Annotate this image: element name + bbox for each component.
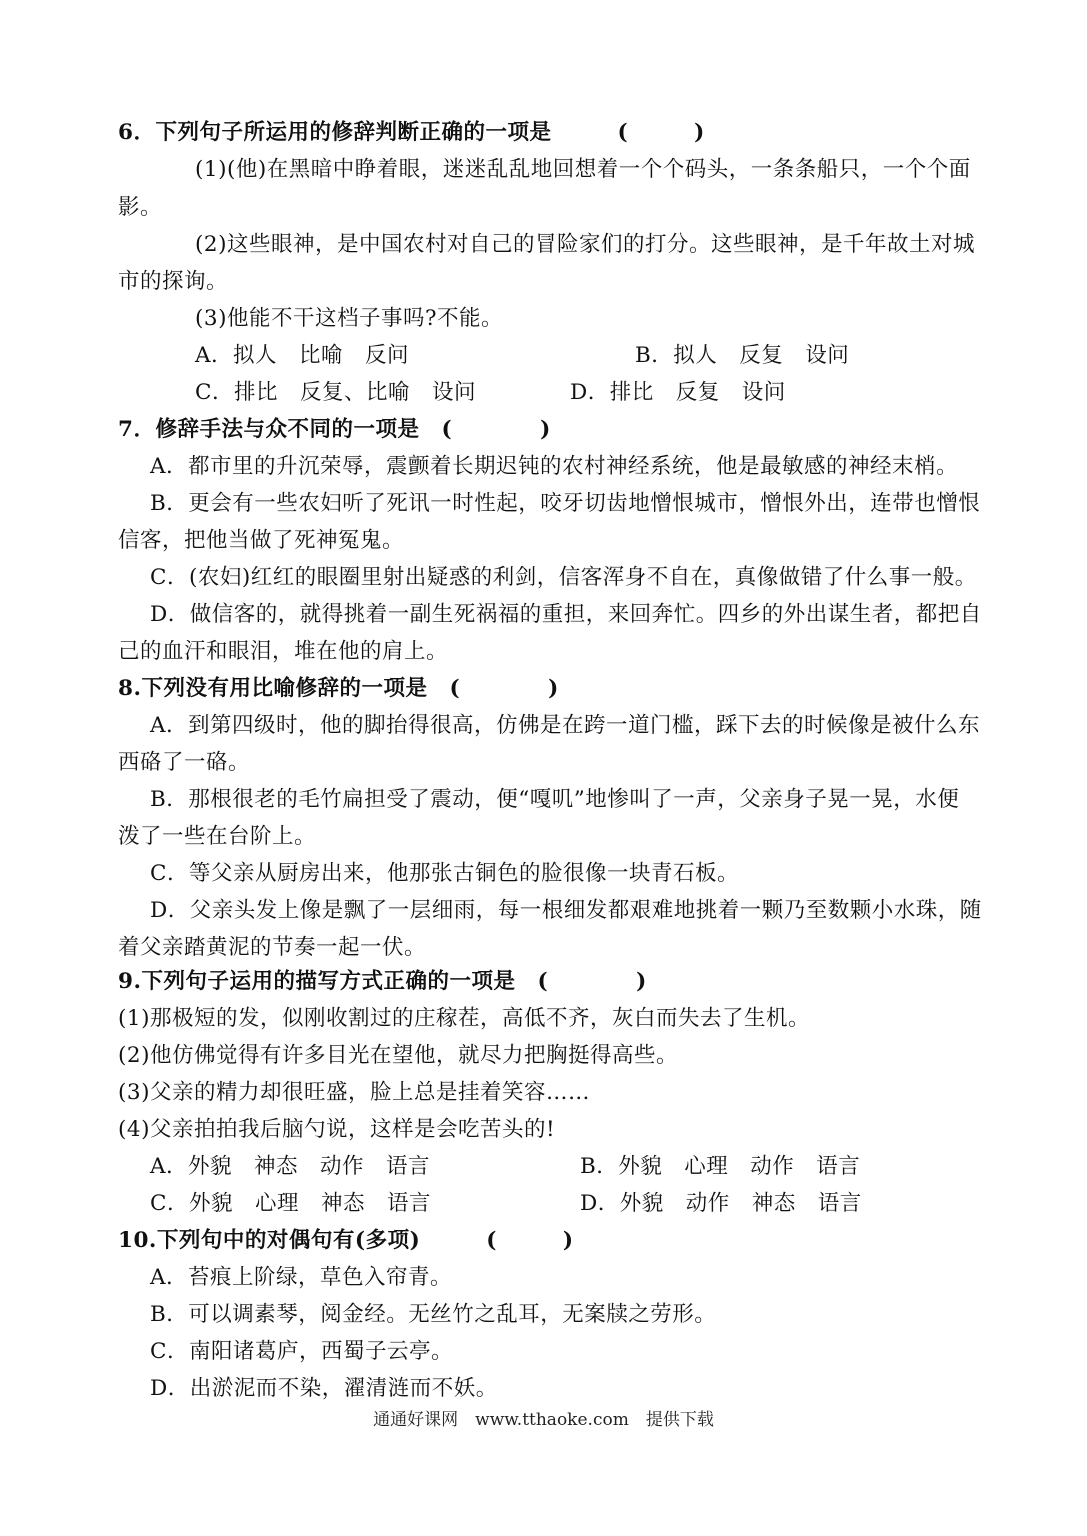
q6-sentence-2-cont: 市的探询。 (118, 269, 229, 294)
q6-stem: 6．下列句子所运用的修辞判断正确的一项是 ( ) (118, 120, 705, 145)
q7-option-b: B．更会有一些农妇听了死讯一时性起，咬牙切齿地憎恨城市，憎恨外出，连带也憎恨 (150, 491, 981, 516)
q8-option-a: A．到第四级时，他的脚抬得很高，仿佛是在跨一道门槛，踩下去的时候像是被什么东 (150, 713, 981, 738)
q7-option-d-cont: 己的血汗和眼泪，堆在他的肩上。 (118, 639, 449, 664)
page-footer: 通通好课网 www.tthaoke.com 提供下载 (373, 1410, 714, 1430)
q7-option-a: A．都市里的升沉荣辱，震颤着长期迟钝的农村神经系统，他是最敏感的神经末梢。 (150, 454, 959, 479)
q10-option-c: C．南阳诸葛庐，西蜀子云亭。 (150, 1339, 453, 1364)
q8-option-d-cont: 着父亲踏黄泥的节奏一起一伏。 (118, 935, 427, 960)
q9-sentence-3: (3)父亲的精力却很旺盛，脸上总是挂着笑容…… (118, 1080, 590, 1105)
q6-option-c: C．排比 反复、比喻 设问 (195, 380, 476, 405)
q7-option-c: C．(农妇)红红的眼圈里射出疑惑的利剑，信客浑身不自在，真像做错了什么事一般。 (150, 565, 977, 590)
q9-sentence-4: (4)父亲拍拍我后脑勺说，这样是会吃苦头的! (118, 1117, 556, 1142)
q10-option-b: B．可以调素琴，阅金经。无丝竹之乱耳，无案牍之劳形。 (150, 1302, 717, 1327)
q8-option-a-cont: 西硌了一硌。 (118, 750, 251, 775)
q9-sentence-2: (2)他仿佛觉得有许多目光在望他，就尽力把胸挺得高些。 (118, 1043, 678, 1068)
q9-sentence-1: (1)那极短的发，似刚收割过的庄稼茬，高低不齐，灰白而失去了生机。 (118, 1006, 810, 1031)
q8-option-c: C．等父亲从厨房出来，他那张古铜色的脸很像一块青石板。 (150, 861, 739, 886)
q7-option-d: D．做信客的，就得挑着一副生死祸福的重担，来回奔忙。四乡的外出谋生者，都把自 (150, 602, 982, 627)
q8-option-b-cont: 泼了一些在台阶上。 (118, 824, 317, 849)
q8-option-d: D．父亲头发上像是飘了一层细雨，每一根细发都艰难地挑着一颗乃至数颗小水珠，随 (150, 898, 982, 923)
q9-option-d: D．外貌 动作 神态 语言 (580, 1191, 862, 1216)
q6-option-a: A．拟人 比喻 反问 (195, 343, 410, 368)
q10-option-d: D．出淤泥而不染，濯清涟而不妖。 (150, 1376, 498, 1401)
q8-stem: 8.下列没有用比喻修辞的一项是 ( ) (118, 676, 559, 701)
q9-option-a: A．外貌 神态 动作 语言 (150, 1154, 431, 1179)
q9-option-b: B．外貌 心理 动作 语言 (580, 1154, 861, 1179)
q8-option-b: B．那根很老的毛竹扁担受了震动，便“嘎叽”地惨叫了一声，父亲身子晃一晃，水便 (150, 787, 960, 812)
q6-sentence-2: (2)这些眼神，是中国农村对自己的冒险家们的打分。这些眼神，是千年故土对城 (195, 232, 975, 257)
q6-sentence-1: (1)(他)在黑暗中睁着眼，迷迷乱乱地回想着一个个码头，一条条船只，一个个面 (195, 157, 971, 182)
q7-stem: 7．修辞手法与众不同的一项是 ( ) (118, 417, 551, 442)
q9-stem: 9.下列句子运用的描写方式正确的一项是 ( ) (118, 969, 647, 994)
q6-option-b: B．拟人 反复 设问 (635, 343, 850, 368)
q6-sentence-3: (3)他能不干这档子事吗?不能。 (195, 306, 503, 331)
q10-option-a: A．苔痕上阶绿，草色入帘青。 (150, 1265, 453, 1290)
q9-option-c: C．外貌 心理 神态 语言 (150, 1191, 431, 1216)
q10-stem: 10.下列句中的对偶句有(多项) ( ) (118, 1228, 574, 1253)
q6-sentence-1-cont: 影。 (118, 195, 163, 220)
q6-option-d: D．排比 反复 设问 (570, 380, 786, 405)
q7-option-b-cont: 信客，把他当做了死神冤鬼。 (118, 528, 405, 553)
